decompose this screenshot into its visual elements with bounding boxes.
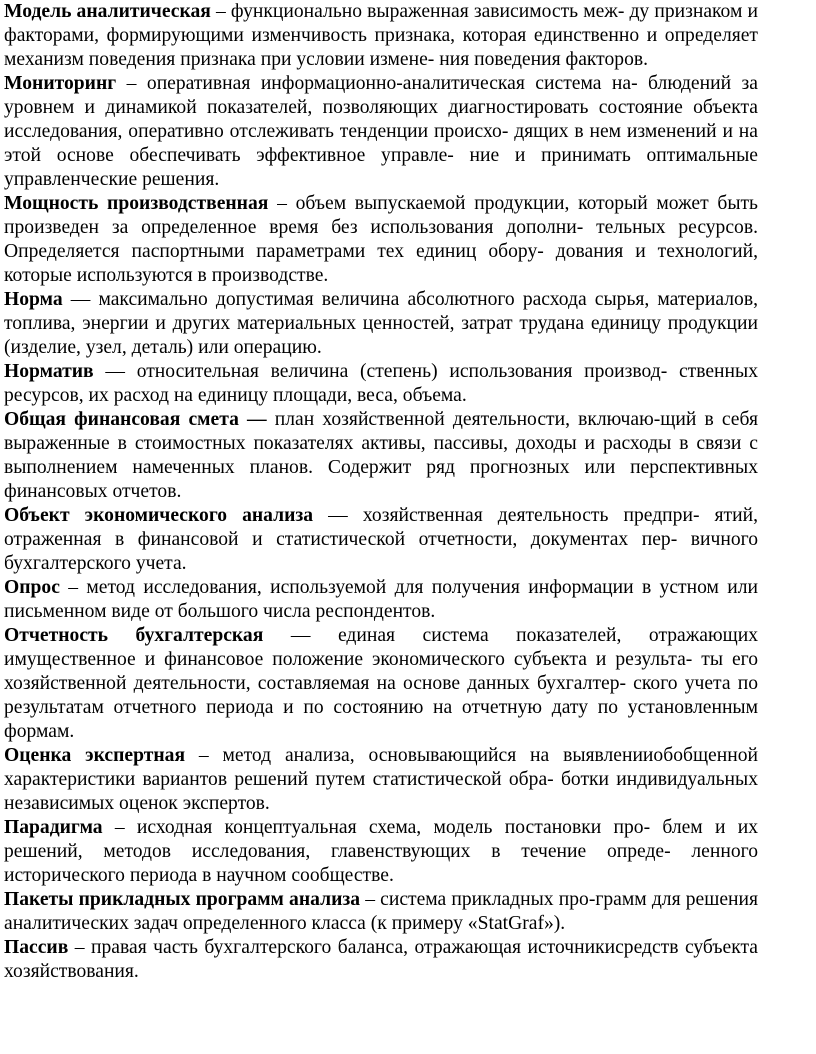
glossary-entry — [4, 576, 758, 624]
glossary-definition: – исходная концептуальная схема, модель постановки про- блем и их решений, методов исследования, главенствующих в течение опреде- ленного исторического периода в научном сообществе. — [4, 817, 758, 886]
glossary-entry — [4, 72, 758, 192]
glossary-entry — [4, 504, 758, 576]
glossary-term: Норматив — [4, 361, 94, 382]
glossary-definition: план хозяйственной деятельности, включаю-щий в себя выраженные в стоимостных показателях активы, пассивы, доходы и расходы в связи с выполнением намеченных планов. Содержит ряд прогнозных или перспективных финансовых отчетов. — [4, 409, 758, 502]
glossary-entry — [4, 192, 758, 288]
glossary-term: Отчетность бухгалтерская — [4, 625, 264, 646]
glossary-term: Оценка экспертная — [4, 745, 186, 766]
glossary-definition: — единая система показателей, отражающих имущественное и финансовое положение экономического субъекта и результа- ты его хозяйственной деятельности, составляемая на основе данных бухгалтер- ского учета по результатам отчетного периода и по состоянию на отчетную дату по установленным формам. — [4, 625, 758, 742]
glossary-definition: – функционально выраженная зависимость меж- ду признаком и факторами, формирующими изменчивость признака, которая единственно и определяет механизм поведения признака при условии измене- ния поведения факторов. — [4, 1, 758, 70]
glossary-term: Пакеты прикладных программ анализа — [4, 889, 361, 910]
glossary-term: Пассив — [4, 937, 69, 958]
glossary-term: Модель аналитическая — [4, 1, 211, 22]
glossary-entry — [4, 288, 758, 360]
glossary-term: Мощность производственная — [4, 193, 269, 214]
glossary-entry — [4, 360, 758, 408]
glossary-definition: — относительная величина (степень) использования производ- ственных ресурсов, их расход на единицу площади, веса, объема. — [4, 361, 758, 406]
glossary-term: Общая финансовая смета — — [4, 409, 267, 430]
glossary-entry — [4, 936, 758, 984]
glossary-entry — [4, 816, 758, 888]
glossary-term: Парадигма — [4, 817, 103, 838]
glossary-entry — [4, 624, 758, 744]
glossary-entry — [4, 744, 758, 816]
glossary-definition: — максимально допустимая величина абсолютного расхода сырья, материалов, топлива, энергии и других материальных ценностей, затрат трудана единицу продукции (изделие, узел, деталь) или операцию. — [4, 289, 758, 358]
glossary-term: Объект экономического анализа — [4, 505, 314, 526]
glossary-entry — [4, 0, 758, 72]
glossary-term: Норма — [4, 289, 63, 310]
glossary-definition: – система прикладных про-грамм для решения аналитических задач определенного класса (к примеру «StatGraf»). — [4, 889, 758, 934]
glossary-term: Опрос — [4, 577, 60, 598]
glossary-definition: – правая часть бухгалтерского баланса, отражающая источникисредств субъекта хозяйствования. — [4, 937, 758, 982]
glossary-definition: – оперативная информационно-аналитическая система на- блюдений за уровнем и динамикой показателей, позволяющих диагностировать состояние объекта исследования, оперативно отслеживать тенденции происхо- дящих в нем изменений и на этой основе обеспечивать эффективное управле- ние и принимать оптимальные управленческие решения. — [4, 73, 758, 190]
glossary-definition: – метод исследования, используемой для получения информации в устном или письменном виде от большого числа респондентов. — [4, 577, 758, 622]
glossary-entry — [4, 888, 758, 936]
glossary-entry — [4, 408, 758, 504]
glossary-definition: – объем выпускаемой продукции, который может быть произведен за определенное время без использования дополни- тельных ресурсов. Определяется паспортными параметрами тех единиц обору- дования и технологий, которые используются в производстве. — [4, 193, 758, 286]
glossary-definition: — хозяйственная деятельность предпри- ятий, отраженная в финансовой и статистической отчетности, документах пер- вичного бухгалтерского учета. — [4, 505, 758, 574]
glossary-definition: – метод анализа, основывающийся на выявленииобобщенной характеристики вариантов решений путем статистической обра- ботки индивидуальных независимых оценок экспертов. — [4, 745, 758, 814]
glossary-term: Мониторинг — [4, 73, 117, 94]
